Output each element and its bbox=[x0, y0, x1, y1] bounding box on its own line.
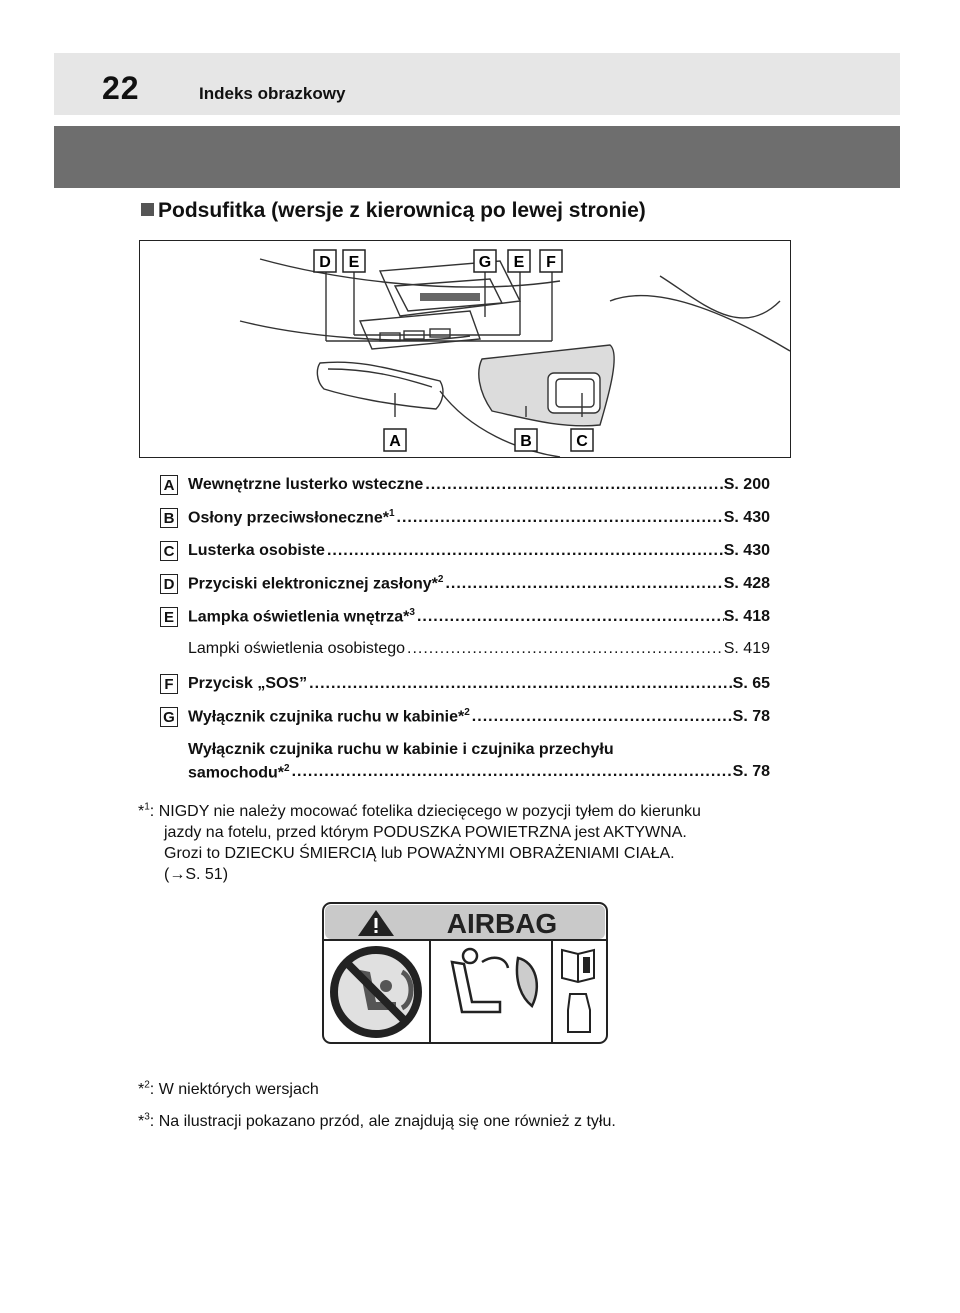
item-row-e-sub bbox=[188, 637, 770, 661]
item-label: Przyciski elektronicznej zasłony*$^2$ bbox=[188, 574, 444, 593]
airbag-label-drawing bbox=[322, 902, 608, 1044]
item-page-ref[interactable]: S. 430 bbox=[723, 509, 770, 526]
callout-e-right: E bbox=[513, 254, 525, 271]
leader-dots bbox=[290, 763, 733, 782]
headliner-illustration bbox=[139, 240, 791, 458]
item-page-ref[interactable]: S. 430 bbox=[723, 542, 770, 559]
leader-dots bbox=[325, 542, 724, 560]
item-page-ref[interactable]: S. 78 bbox=[732, 708, 770, 725]
leader-dots bbox=[415, 608, 724, 626]
section-title-text: Podsufitka (wersje z kierownicą po lewej stronie) bbox=[158, 199, 646, 222]
item-page-ref[interactable]: S. 418 bbox=[723, 608, 770, 625]
item-label: Lampki oświetlenia osobistego bbox=[188, 640, 406, 657]
leader-dots bbox=[423, 476, 723, 494]
footnote-1 bbox=[138, 797, 798, 885]
item-row-b bbox=[160, 506, 770, 530]
item-badge: G bbox=[160, 707, 178, 727]
item-row-f bbox=[160, 672, 770, 696]
item-row-g-sub bbox=[188, 741, 770, 782]
item-page-ref[interactable]: S. 78 bbox=[732, 763, 770, 780]
item-badge: E bbox=[160, 607, 178, 627]
footnote-1-line2: jazdy na fotelu, przed którym PODUSZKA POWIETRZNA jest AKTYWNA. bbox=[164, 824, 687, 842]
leader-dots bbox=[470, 708, 733, 726]
headliner-drawing bbox=[140, 241, 790, 457]
item-badge: C bbox=[160, 541, 178, 561]
item-badge: F bbox=[160, 674, 178, 694]
item-label: Wyłącznik czujnika ruchu w kabinie*$^2$ bbox=[188, 707, 470, 726]
item-label-line1: Wyłącznik czujnika ruchu w kabinie i czujnika przechyłu bbox=[188, 741, 614, 758]
callout-e-left: E bbox=[348, 254, 360, 271]
item-page-ref[interactable]: S. 65 bbox=[732, 675, 770, 692]
item-page-ref[interactable]: S. 200 bbox=[723, 476, 770, 493]
item-label: Osłony przeciwsłoneczne*$^1$ bbox=[188, 508, 395, 527]
callout-d: D bbox=[319, 254, 331, 271]
leader-dots bbox=[405, 640, 724, 658]
footnote-1-line4[interactable]: (→S. 51) bbox=[164, 866, 229, 884]
footnote-1-line3: Grozi to DZIECKU ŚMIERCIĄ lub POWAŻNYMI OBRAŻENIAMI CIAŁA. bbox=[164, 845, 675, 863]
item-badge: A bbox=[160, 475, 178, 495]
item-badge: D bbox=[160, 574, 178, 594]
item-label: Wewnętrzne lusterko wsteczne bbox=[188, 476, 424, 493]
section-band bbox=[54, 126, 900, 188]
item-badge: B bbox=[160, 508, 178, 528]
item-page-ref[interactable]: S. 428 bbox=[723, 575, 770, 592]
item-label: Przycisk „SOS” bbox=[188, 675, 308, 692]
item-row-g bbox=[160, 705, 770, 729]
callout-c: C bbox=[576, 433, 588, 450]
leader-dots bbox=[395, 509, 724, 527]
square-bullet-icon bbox=[141, 203, 154, 216]
page-header-title: Indeks obrazkowy bbox=[199, 84, 346, 103]
footnote-1-line1: *$^1$: NIGDY nie należy mocować fotelika dziecięcego w pozycji tyłem do kierunku bbox=[138, 802, 701, 821]
callout-a: A bbox=[389, 433, 401, 450]
item-row-c bbox=[160, 539, 770, 563]
item-row-d bbox=[160, 572, 770, 596]
section-title bbox=[141, 199, 646, 223]
footnote-3: *$^3$: Na ilustracji pokazano przód, ale znajdują się one również z tyłu. bbox=[138, 1112, 616, 1131]
callout-g: G bbox=[478, 254, 492, 271]
item-row-e bbox=[160, 605, 770, 629]
item-label: Lampka oświetlenia wnętrza*$^3$ bbox=[188, 607, 415, 626]
item-label-line2: samochodu*$^2$ ..... S. 78 bbox=[188, 763, 770, 782]
header-band bbox=[54, 53, 900, 115]
callout-b: B bbox=[520, 433, 532, 450]
page-number: 22 bbox=[102, 70, 140, 106]
airbag-label-text: AIRBAG bbox=[446, 908, 558, 939]
item-row-a bbox=[160, 473, 770, 497]
footnote-2: *$^2$: W niektórych wersjach bbox=[138, 1080, 319, 1099]
no-rear-facing-seat-icon bbox=[334, 950, 418, 1034]
item-page-ref[interactable]: S. 419 bbox=[723, 640, 770, 657]
leader-dots bbox=[307, 675, 732, 693]
airbag-warning-label bbox=[322, 902, 608, 1044]
item-label: Lusterka osobiste bbox=[188, 542, 325, 559]
leader-dots bbox=[443, 575, 723, 593]
callout-f: F bbox=[546, 254, 556, 271]
